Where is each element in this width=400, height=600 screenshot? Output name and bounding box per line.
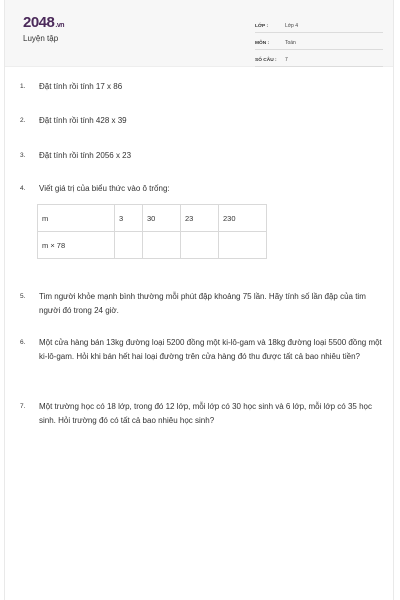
table-cell: m × 78 <box>38 232 115 259</box>
site-logo[interactable]: 2048.vn <box>23 14 64 31</box>
meta-value: Toán <box>285 40 296 46</box>
expression-table <box>37 204 267 259</box>
table-cell: 23 <box>181 205 219 232</box>
table-row <box>38 205 267 232</box>
table-cell: m <box>38 205 115 232</box>
question-number: 3. <box>20 152 26 159</box>
question-text: Tim người khỏe mạnh bình thường mỗi phút đập khoảng 75 lần. Hãy tính số lần đập của tim người đó trong 24 giờ. <box>39 292 366 315</box>
question-number: 2. <box>20 117 26 124</box>
meta-value: 7 <box>285 57 288 63</box>
question-text: Một trường học có 18 lớp, trong đó 12 lớp, mỗi lớp có 30 học sinh và 6 lớp, mỗi lớp có 35 học sinh. Hỏi trường đó có tất cả bao nhiêu học sinh? <box>39 402 372 425</box>
meta-row-count <box>255 50 383 67</box>
answer-cell[interactable] <box>181 232 219 259</box>
table-cell: 3 <box>115 205 143 232</box>
meta-value: Lớp 4 <box>285 23 299 29</box>
table-row <box>38 232 267 259</box>
question-text: Viết giá trị của biểu thức vào ô trống: <box>39 184 170 193</box>
meta-row-subject <box>255 33 383 50</box>
meta-label: LỚP : <box>255 24 269 29</box>
answer-cell[interactable] <box>219 232 267 259</box>
worksheet-meta <box>255 16 383 67</box>
question-text: Một cửa hàng bán 13kg đường loại 5200 đồng một ki-lô-gam và 18kg đường loại 5500 đồng một ki-lô-gam. Hỏi khi bán hết hai loại đường trên cửa hàng đó thu được tất cả bao nhiêu tiền? <box>39 338 382 361</box>
question-number: 5. <box>20 293 26 300</box>
question-number: 1. <box>20 83 26 90</box>
question-text: Đặt tính rồi tính 2056 x 23 <box>39 151 132 160</box>
worksheet-header <box>5 0 393 67</box>
answer-cell[interactable] <box>143 232 181 259</box>
question-number: 6. <box>20 339 26 346</box>
meta-label: SỐ CÂU : <box>255 58 277 63</box>
meta-row-class <box>255 16 383 33</box>
question-number: 4. <box>20 185 26 192</box>
question-number: 7. <box>20 403 26 410</box>
question-text: Đặt tính rồi tính 428 x 39 <box>39 116 127 125</box>
meta-label: MÔN : <box>255 41 270 46</box>
question-text: Đặt tính rồi tính 17 x 86 <box>39 82 123 91</box>
table-cell: 30 <box>143 205 181 232</box>
table-cell: 230 <box>219 205 267 232</box>
answer-cell[interactable] <box>115 232 143 259</box>
worksheet-title: Luyện tập <box>23 34 59 43</box>
